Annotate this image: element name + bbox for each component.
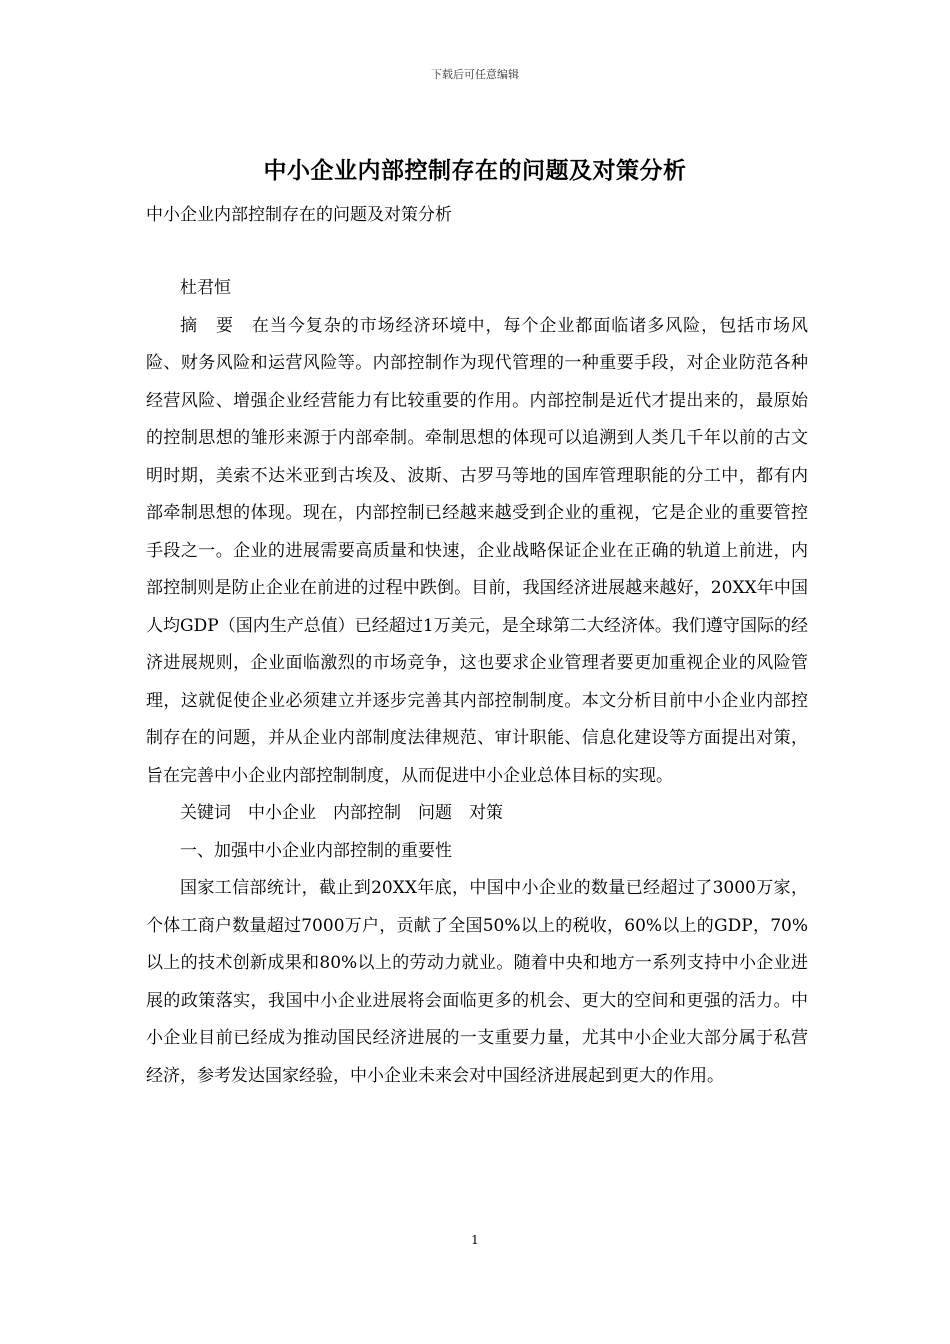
section-paragraph: 国家工信部统计，截止到20XX年底，中国中小企业的数量已经超过了3000万家，个体工商户数量超过7000万户，贡献了全国50%以上的税收，60%以上的GDP，70%以上的技术创新成果和80%以上的劳动力就业。随着中央和地方一系列支持中小企业进展的政策落实，我国中小企业进展将会面临更多的机会、更大的空间和更强的活力。中小企业目前已经成为推动国民经济进展的一支重要力量，尤其中小企业大部分属于私营经济，参考发达国家经验，中小企业未来会对中国经济进展起到更大的作用。 <box>146 878 808 1086</box>
page-number: 1 <box>471 1233 479 1247</box>
section-heading: 一、加强中小企业内部控制的重要性 <box>180 840 452 861</box>
document-body <box>146 270 808 1095</box>
author-line: 杜君恒 <box>180 278 231 298</box>
document-title: 中小企业内部控制存在的问题及对策分析 <box>263 157 687 184</box>
keywords-line: 关键词 中小企业 内部控制 问题 对策 <box>180 803 503 823</box>
document-subtitle: 中小企业内部控制存在的问题及对策分析 <box>146 205 452 225</box>
abstract-paragraph: 摘 要 在当今复杂的市场经济环境中，每个企业都面临诸多风险，包括市场风险、财务风险和运营风险等。内部控制作为现代管理的一种重要手段，对企业防范各种经营风险、增强企业经营能力有比较重要的作用。内部控制是近代才提出来的，最原始的控制思想的雏形来源于内部牵制。牵制思想的体现可以追溯到人类几千年以前的古文明时期，美索不达米亚到古埃及、波斯、古罗马等地的国库管理职能的分工中，都有内部牵制思想的体现。现在，内部控制已经越来越受到企业的重视，它是企业的重要管控手段之一。企业的进展需要高质量和快速，企业战略保证企业在正确的轨道上前进，内部控制则是防止企业在前进的过程中跌倒。目前，我国经济进展越来越好，20XX年中国人均GDP（国内生产总值）已经超过1万美元，是全球第二大经济体。我们遵守国际的经济进展规则，企业面临激烈的市场竞争，这也要求企业管理者要更加重视企业的风险管理，这就促使企业必须建立并逐步完善其内部控制制度。本文分析目前中小企业内部控制存在的问题，并从企业内部制度法律规范、审计职能、信息化建设等方面提出对策，旨在完善中小企业内部控制制度，从而促进中小企业总体目标的实现。 <box>146 315 808 786</box>
header-note: 下载后可任意编辑 <box>431 68 519 81</box>
